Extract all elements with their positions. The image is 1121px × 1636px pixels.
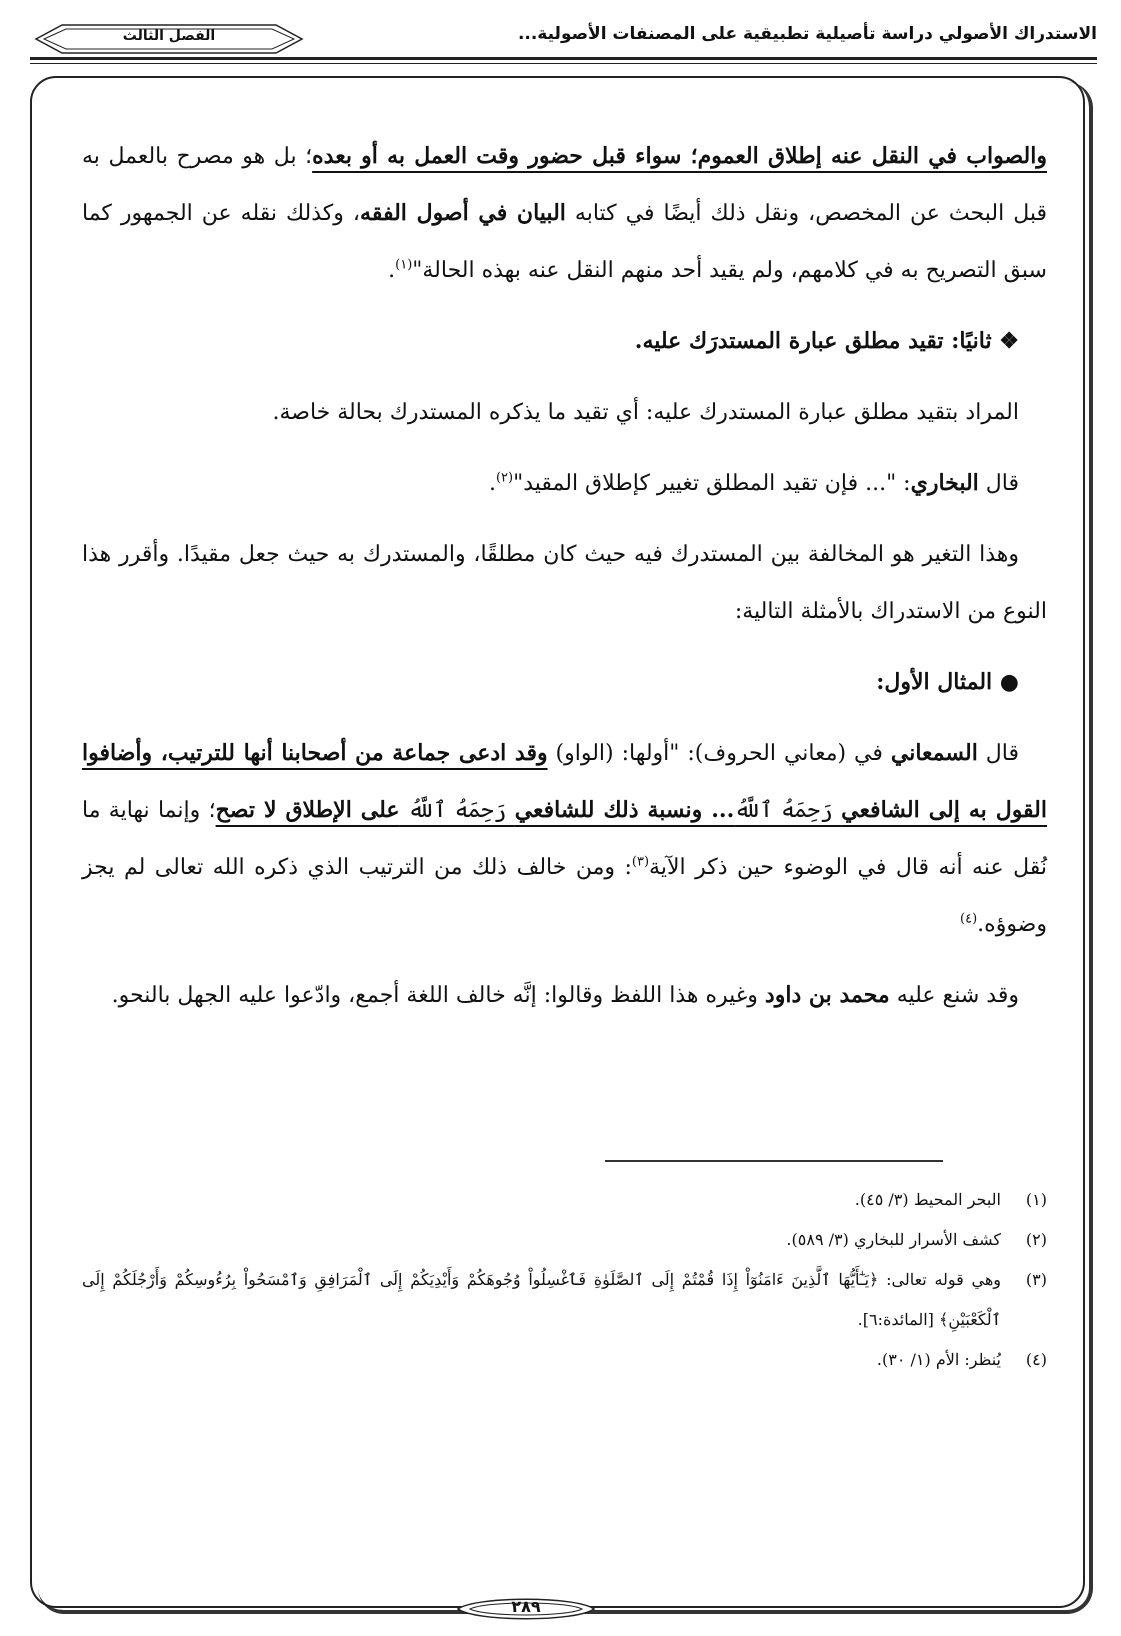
chapter-badge bbox=[34, 22, 304, 56]
text-span: قال bbox=[977, 741, 1020, 766]
paragraph-5 bbox=[82, 725, 1047, 953]
quote-bold-underlined: على الإطلاق لا تصح bbox=[215, 797, 400, 823]
text-span: ، وكذلك نقله عن الجمهور كما سبق التصريح به في كلامهم، ولم يقيد أحد منهم النقل عنه بهذه الحالة" bbox=[82, 201, 1047, 283]
person-name: محمد بن داود bbox=[764, 982, 890, 1008]
book-title: الاستدراك الأصولي دراسة تأصيلية تطبيقية على المصنفات الأصولية... bbox=[517, 24, 1097, 44]
footnote-separator bbox=[605, 1160, 943, 1162]
text-span: ؛ بل هو مصرح بالعمل به قبل البحث عن المخصص، ونقل ذلك أيضًا في كتابه bbox=[82, 144, 1048, 226]
paragraph-6 bbox=[82, 967, 1047, 1024]
footnote-text: البحر المحيط (٣/ ٤٥). bbox=[854, 1190, 1001, 1209]
text-span: : ومن خالف ذلك من الترتيب الذي ذكره الله تعالى لم يجز وضوؤه. bbox=[82, 855, 1047, 937]
footnote-text: يُنظر: الأم (١/ ٣٠). bbox=[876, 1350, 1001, 1369]
page-number-badge bbox=[456, 1594, 596, 1624]
footnote-ref-4: (٤) bbox=[960, 911, 978, 927]
running-header bbox=[30, 22, 1097, 50]
author-name: البخاري bbox=[910, 470, 979, 496]
footnotes bbox=[82, 1180, 1047, 1380]
footnote-ref-1: (١) bbox=[395, 257, 413, 273]
text-span: . bbox=[388, 258, 396, 283]
footnote-ref-2: (٢) bbox=[495, 470, 514, 486]
text-span: وغيره هذا اللفظ وقالوا: إنَّه خالف اللغة أجمع، وادّعوا عليه الجهل بالنحو. bbox=[111, 983, 765, 1008]
footnote-text: وهي قوله تعالى: ﴿يَـٰٓأَيُّهَا ٱلَّذِينَ ءَامَنُوٓاْ إِذَا قُمْتُمْ إِلَى ٱلصَّلَوٰةِ فَٱغْسِلُواْ وُجُوهَكُمْ وَأَيْدِيَكُمْ إِلَى ٱلْمَرَافِقِ وَٱمْسَحُواْ بِرُءُوسِكُمْ وَأَرْجُلَكُمْ إِلَى ٱلْكَعْبَيْنِ﴾ [المائدة:٦]. bbox=[82, 1270, 1001, 1329]
quote-bold-underlined: وقد ادعى جماعة من أصحابنا أنها للترتيب، وأضافوا القول به إلى الشافعي bbox=[82, 740, 1047, 823]
text-span: قال bbox=[978, 471, 1019, 496]
page-number: ٢٨٩ bbox=[511, 1597, 541, 1616]
footnote-number: (٢) bbox=[1025, 1230, 1047, 1249]
book-title-bold: البيان في أصول الفقه bbox=[360, 200, 566, 226]
quote-bold-underlined: والصواب في النقل عنه إطلاق العموم؛ سواء قبل حضور وقت العمل به أو بعده bbox=[312, 143, 1047, 169]
paragraph-4: وهذا التغير هو المخالفة بين المستدرك فيه حيث كان مطلقًا، والمستدرك به حيث جعل مقيدًا. وأقرر هذا النوع من الاستدراك بالأمثلة التالية: bbox=[82, 542, 1047, 624]
footnote-item bbox=[82, 1260, 1047, 1340]
footnote-number: (٣) bbox=[1025, 1270, 1047, 1289]
paragraph-1 bbox=[82, 128, 1047, 299]
text-span: : "... فإن تقيد المطلق تغيير كإطلاق المقيد" bbox=[513, 471, 911, 496]
quote-bold-underlined: ... ونسبة ذلك للشافعي bbox=[514, 797, 735, 823]
text-span: . bbox=[488, 471, 496, 496]
footnote-item bbox=[82, 1340, 1047, 1380]
text-span: وقد شنع عليه bbox=[889, 983, 1019, 1008]
footnote-text: كشف الأسرار للبخاري (٣/ ٥٨٩). bbox=[786, 1230, 1001, 1249]
example-heading: ● المثال الأول: bbox=[876, 669, 1019, 695]
header-rule-thin bbox=[30, 63, 1097, 64]
text-span: ؛ وإنما نهاية ما نُقل عنه أنه قال في الوضوء حين ذكر الآية bbox=[82, 798, 1047, 880]
honorific: رَحِمَهُ ٱللَّهُ bbox=[399, 798, 515, 823]
text-span: في (معاني الحروف): "أولها: (الواو) bbox=[547, 741, 891, 766]
footnote-number: (١) bbox=[1025, 1190, 1047, 1209]
chapter-label: الفصل الثالث bbox=[122, 28, 216, 44]
author-name: السمعاني bbox=[890, 740, 978, 766]
footnote-ref-3: (٣) bbox=[631, 854, 650, 870]
footnote-item bbox=[82, 1220, 1047, 1260]
section-heading-second: ❖ ثانيًا: تقيد مطلق عبارة المستدرَك عليه. bbox=[634, 328, 1019, 354]
honorific: رَحِمَهُ ٱللَّهُ bbox=[734, 798, 842, 823]
footnote-number: (٤) bbox=[1025, 1350, 1047, 1369]
header-rule bbox=[30, 57, 1097, 60]
paragraph-3 bbox=[82, 455, 1047, 512]
paragraph-2: المراد بتقيد مطلق عبارة المستدرك عليه: أي تقيد ما يذكره المستدرك بحالة خاصة. bbox=[272, 400, 1019, 425]
footnote-item bbox=[82, 1180, 1047, 1220]
main-text bbox=[82, 128, 1047, 1024]
